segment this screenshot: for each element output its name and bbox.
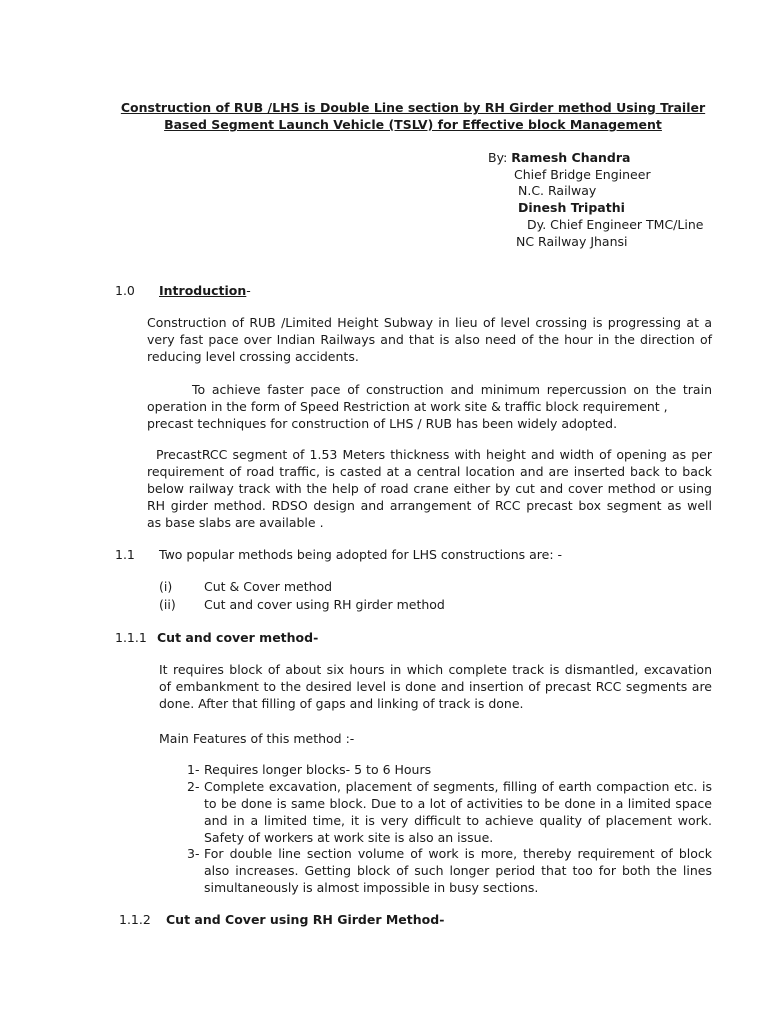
feature-line: Safety of workers at work site is also an issue.	[204, 830, 494, 845]
feature-line: to be done is same block. Due to a lot of activities to be done in a limited space	[204, 796, 712, 811]
section-1-1-number: 1.1	[115, 547, 135, 562]
list-marker-ii: (ii)	[159, 597, 176, 612]
paragraph-line: Construction of RUB /Limited Height Subway in lieu of level crossing is progressing at a	[147, 315, 712, 330]
feature-3-text	[204, 845, 712, 896]
heading-dash: -	[313, 630, 319, 645]
feature-3-marker: 3-	[187, 846, 200, 861]
intro-paragraph-3	[147, 446, 712, 531]
rh-girder-heading: Cut and Cover using RH Girder Method	[166, 912, 440, 927]
paragraph-line: To achieve faster pace of construction and minimum repercussion on the train	[192, 382, 712, 397]
paragraph-line: below railway track with the help of road crane either by cut and cover method or using	[147, 481, 712, 496]
title-line-2: Based Segment Launch Vehicle (TSLV) for Effective block Management	[164, 117, 662, 132]
heading-dash: -	[246, 283, 251, 298]
section-1-1-1-heading	[157, 630, 318, 645]
feature-line: also increases. Getting block of such longer period that too for both the lines	[204, 863, 712, 878]
list-item-rh-girder: Cut and cover using RH girder method	[204, 597, 445, 612]
author1-org: N.C. Railway	[518, 183, 597, 198]
paragraph-line: PrecastRCC segment of 1.53 Meters thickness with height and width of opening as per	[156, 447, 712, 462]
features-label: Main Features of this method :-	[159, 731, 355, 746]
feature-1-text: Requires longer blocks- 5 to 6 Hours	[204, 762, 432, 777]
author2-title: Dy. Chief Engineer TMC/Line	[527, 217, 704, 232]
paragraph-line: very fast pace over Indian Railways and that is also need of the hour in the direction of	[147, 332, 712, 347]
document-title	[108, 99, 718, 133]
paragraph-line: reducing level crossing accidents.	[147, 349, 359, 364]
heading-dash: -	[439, 912, 445, 927]
by-label: By:	[488, 150, 508, 165]
section-1-number: 1.0	[115, 283, 135, 298]
author-byline	[488, 149, 630, 166]
title-line-1: Construction of RUB /LHS is Double Line section by RH Girder method Using Trailer	[120, 100, 706, 115]
paragraph-line: RH girder method. RDSO design and arrangement of RCC precast box segment as well	[147, 498, 712, 513]
section-1-1-1-number: 1.1.1	[115, 630, 147, 645]
list-item-cut-cover: Cut & Cover method	[204, 579, 333, 594]
section-1-1-2-number: 1.1.2	[119, 912, 151, 927]
introduction-heading: Introduction	[159, 283, 247, 298]
paragraph-line: done. After that filling of gaps and linking of track is done.	[159, 696, 524, 711]
feature-2-marker: 2-	[187, 779, 200, 794]
author2-org: NC Railway Jhansi	[516, 234, 628, 249]
feature-1-marker: 1-	[187, 762, 200, 777]
cut-cover-paragraph	[159, 661, 712, 712]
paragraph-line: of embankment to the desired level is done and insertion of precast RCC segments are	[159, 679, 712, 694]
author2-name: Dinesh Tripathi	[518, 200, 625, 215]
feature-line: Complete excavation, placement of segments, filling of earth compaction etc. is	[204, 779, 712, 794]
feature-line: and in a limited time, it is very difficult to achieve quality of placement work.	[204, 813, 712, 828]
feature-2-text	[204, 778, 712, 846]
paragraph-line: precast techniques for construction of LHS / RUB has been widely adopted.	[147, 416, 618, 431]
feature-line: simultaneously is almost impossible in busy sections.	[204, 880, 539, 895]
paragraph-line: as base slabs are available .	[147, 515, 324, 530]
section-1-heading	[159, 283, 251, 298]
author1-name: Ramesh Chandra	[511, 150, 631, 165]
author1-title: Chief Bridge Engineer	[514, 167, 651, 182]
intro-paragraph-1	[147, 314, 712, 365]
section-1-1-2-heading	[166, 912, 444, 927]
paragraph-line: It requires block of about six hours in which complete track is dismantled, excavation	[159, 662, 712, 677]
paragraph-line: requirement of road traffic, is casted at a central location and are inserted back to back	[147, 464, 712, 479]
feature-line: For double line section volume of work is more, thereby requirement of block	[204, 846, 712, 861]
list-marker-i: (i)	[159, 579, 173, 594]
paragraph-line: operation in the form of Speed Restriction at work site & traffic block requirement ,	[147, 399, 668, 414]
section-1-1-text: Two popular methods being adopted for LHS constructions are: -	[159, 547, 563, 562]
intro-paragraph-2	[147, 381, 712, 432]
cut-cover-heading: Cut and cover method	[157, 630, 314, 645]
